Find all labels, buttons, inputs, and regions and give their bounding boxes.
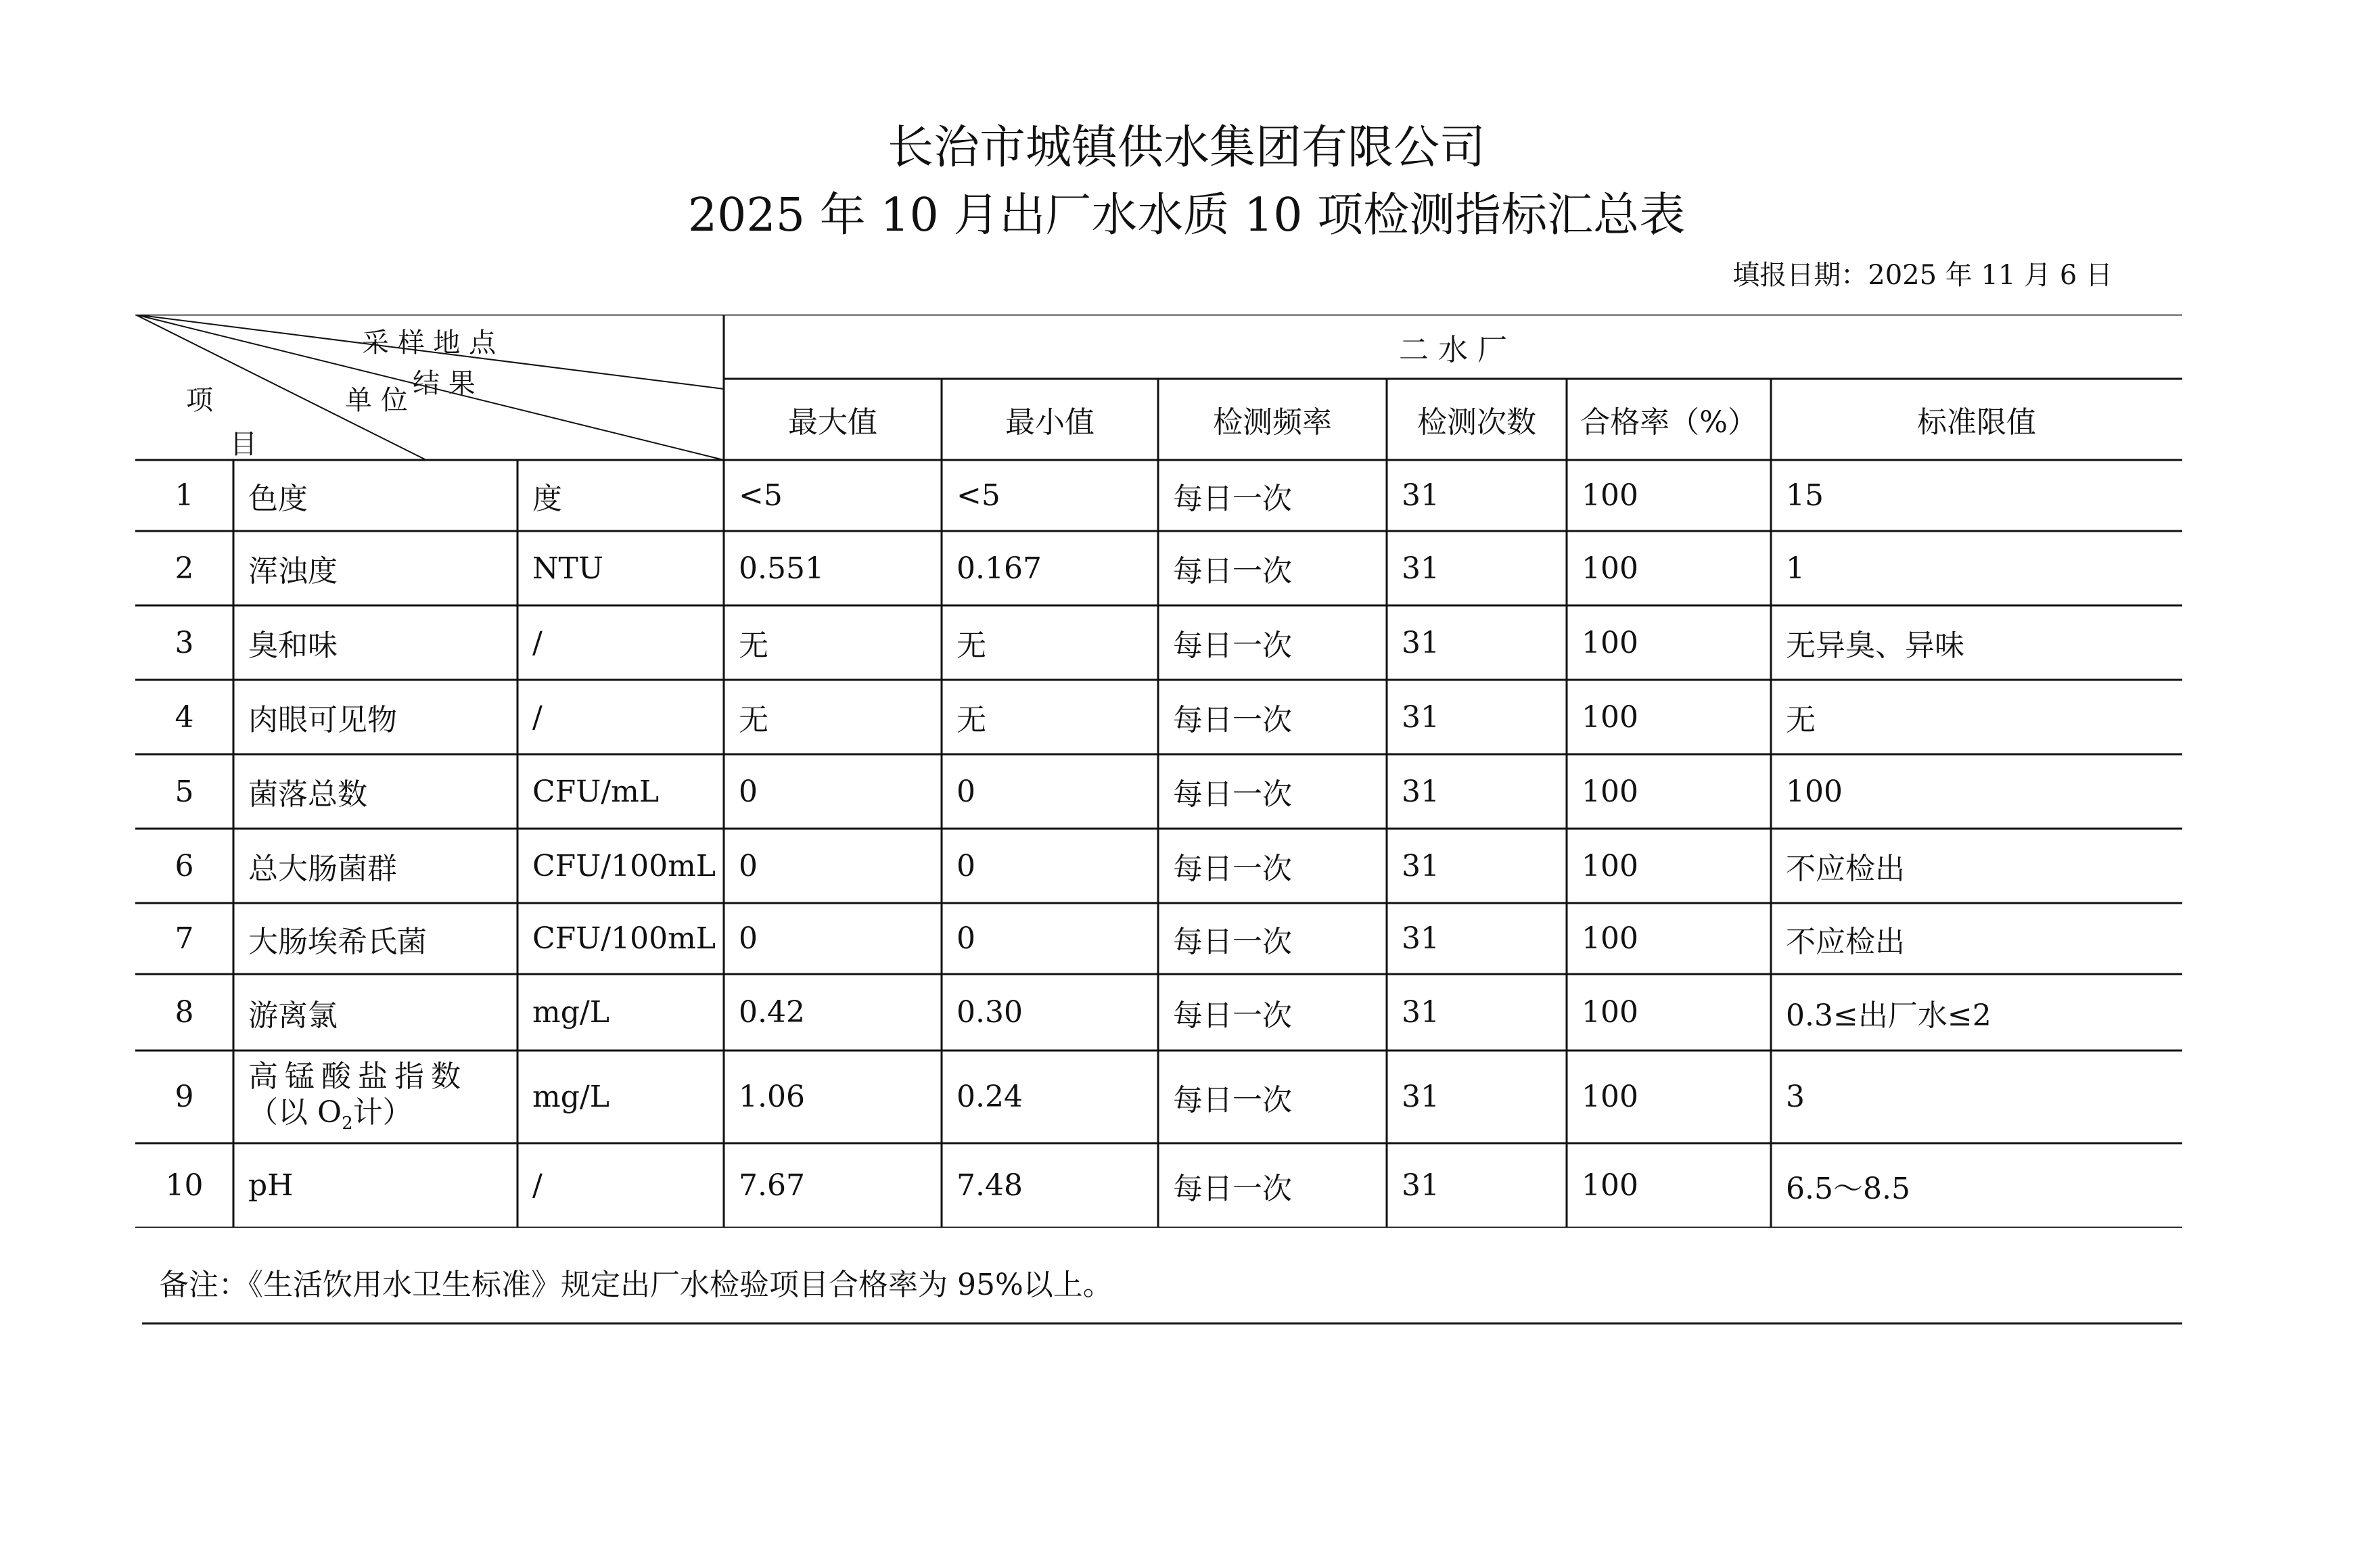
column-header-count: 检测次数: [1417, 405, 1536, 440]
cell-count: 31: [1402, 478, 1439, 513]
cell-freq: 每日一次: [1173, 481, 1292, 516]
cell-rate: 100: [1582, 1168, 1638, 1203]
cell-no: 1: [175, 478, 194, 513]
cell-no: 10: [165, 1168, 204, 1203]
cell-item: 肉眼可见物: [248, 703, 397, 737]
cell-rate: 100: [1582, 625, 1638, 660]
cell-freq: 每日一次: [1173, 703, 1292, 737]
cell-rate: 100: [1582, 1080, 1638, 1114]
cell-count: 31: [1402, 625, 1439, 660]
cell-freq: 每日一次: [1173, 1082, 1292, 1117]
cell-rate: 100: [1582, 699, 1638, 735]
cell-freq: 每日一次: [1173, 998, 1292, 1033]
cell-freq: 每日一次: [1173, 777, 1292, 812]
cell-count: 31: [1402, 995, 1439, 1030]
plant-header: 二 水 厂: [1399, 332, 1507, 367]
header-item-2: 目: [230, 429, 257, 460]
cell-min: 7.48: [957, 1168, 1023, 1203]
cell-max: 0.551: [739, 551, 824, 586]
cell-no: 6: [175, 848, 194, 883]
cell-rate: 100: [1582, 774, 1638, 809]
cell-item: pH: [248, 1168, 294, 1203]
cell-item: 菌落总数: [248, 777, 367, 812]
cell-min: 0.24: [957, 1080, 1023, 1114]
cell-rate: 100: [1582, 995, 1638, 1030]
cell-max: 7.67: [739, 1168, 805, 1203]
cell-limit: 无: [1786, 703, 1816, 737]
cell-no: 4: [175, 699, 194, 735]
cell-unit: CFU/100mL: [532, 848, 716, 883]
cell-no: 3: [175, 625, 194, 660]
cell-limit: 不应检出: [1786, 852, 1905, 886]
cell-rate: 100: [1582, 921, 1638, 956]
cell-limit: 0.3≤出厂水≤2: [1786, 998, 1991, 1033]
cell-freq: 每日一次: [1173, 852, 1292, 886]
cell-max: 无: [739, 703, 768, 737]
cell-min: 0: [957, 774, 975, 809]
cell-unit: mg/L: [532, 1080, 609, 1114]
cell-freq: 每日一次: [1173, 554, 1292, 589]
cell-freq: 每日一次: [1173, 1171, 1292, 1206]
cell-count: 31: [1402, 1168, 1439, 1203]
cell-rate: 100: [1582, 848, 1638, 883]
cell-freq: 每日一次: [1173, 628, 1292, 663]
column-header-limit: 标准限值: [1917, 405, 2036, 440]
cell-unit: /: [532, 625, 543, 660]
cell-limit: 无异臭、异味: [1786, 628, 1964, 663]
cell-max: 0: [739, 774, 758, 809]
column-header-freq: 检测频率: [1213, 405, 1332, 440]
header-sampling-location: 采 样 地 点: [362, 327, 497, 359]
fill-date: 填报日期：2025 年 11 月 6 日: [1732, 260, 2113, 291]
cell-max: 0.42: [739, 995, 805, 1030]
cell-item: 总大肠菌群: [248, 852, 397, 886]
cell-no: 2: [175, 551, 194, 586]
report-title: 2025 年 10 月出厂水水质 10 项检测指标汇总表: [687, 189, 1686, 242]
cell-unit: CFU/100mL: [532, 921, 716, 956]
cell-limit: 15: [1786, 478, 1824, 513]
cell-count: 31: [1402, 699, 1439, 735]
cell-limit: 100: [1786, 774, 1843, 809]
cell-max: 1.06: [739, 1080, 805, 1114]
column-header-max: 最大值: [788, 405, 877, 440]
cell-count: 31: [1402, 551, 1439, 586]
cell-item: 游离氯: [248, 998, 338, 1033]
cell-min: 无: [957, 628, 986, 663]
cell-unit: CFU/mL: [532, 774, 660, 809]
water-quality-table: [135, 315, 2182, 1228]
cell-unit: 度: [532, 481, 562, 516]
cell-unit: /: [532, 699, 543, 735]
column-header-rate: 合格率（%）: [1580, 405, 1757, 440]
cell-no: 5: [175, 774, 194, 809]
cell-item: 臭和味: [248, 628, 338, 663]
cell-unit: NTU: [532, 551, 603, 586]
cell-unit: mg/L: [532, 995, 609, 1030]
cell-no: 8: [175, 995, 194, 1030]
cell-no: 7: [175, 921, 194, 956]
cell-rate: 100: [1582, 551, 1638, 586]
cell-max: <5: [739, 478, 783, 513]
cell-item: 大肠埃希氏菌: [248, 924, 427, 959]
cell-unit: /: [532, 1168, 543, 1203]
cell-count: 31: [1402, 848, 1439, 883]
remark-note: 备注：《生活饮用水卫生标准》规定出厂水检验项目合格率为 95%以上。: [159, 1268, 1113, 1302]
cell-count: 31: [1402, 921, 1439, 956]
cell-min: <5: [957, 478, 1000, 513]
cell-count: 31: [1402, 774, 1439, 809]
cell-rate: 100: [1582, 478, 1638, 513]
cell-min: 0.30: [957, 995, 1023, 1030]
cell-min: 0: [957, 848, 975, 883]
cell-item: 色度: [248, 481, 308, 516]
cell-limit: 不应检出: [1786, 924, 1905, 959]
item-basis: （以 $O_2$计）: [248, 1094, 413, 1134]
cell-no: 9: [175, 1080, 194, 1114]
cell-min: 0.167: [957, 551, 1042, 586]
company-title: 长治市城镇供水集团有限公司: [887, 121, 1485, 175]
cell-max: 0: [739, 921, 758, 956]
cell-min: 无: [957, 703, 986, 737]
bottom-rule: [142, 1322, 2182, 1324]
cell-item: 浑浊度: [248, 554, 338, 589]
cell-min: 0: [957, 921, 975, 956]
cell-max: 无: [739, 628, 768, 663]
header-item-1: 项: [186, 385, 213, 416]
cell-count: 31: [1402, 1080, 1439, 1114]
cell-item: [233, 1051, 517, 1143]
cell-limit: 3: [1786, 1080, 1805, 1114]
header-unit: 单 位: [345, 385, 408, 416]
item-name: 高锰酸盐指数: [248, 1059, 467, 1094]
cell-limit: 6.5～8.5: [1786, 1171, 1910, 1206]
header-result-a: 结 果: [413, 368, 476, 399]
cell-max: 0: [739, 848, 758, 883]
column-header-min: 最小值: [1005, 405, 1095, 440]
cell-limit: 1: [1786, 551, 1805, 586]
cell-freq: 每日一次: [1173, 924, 1292, 959]
